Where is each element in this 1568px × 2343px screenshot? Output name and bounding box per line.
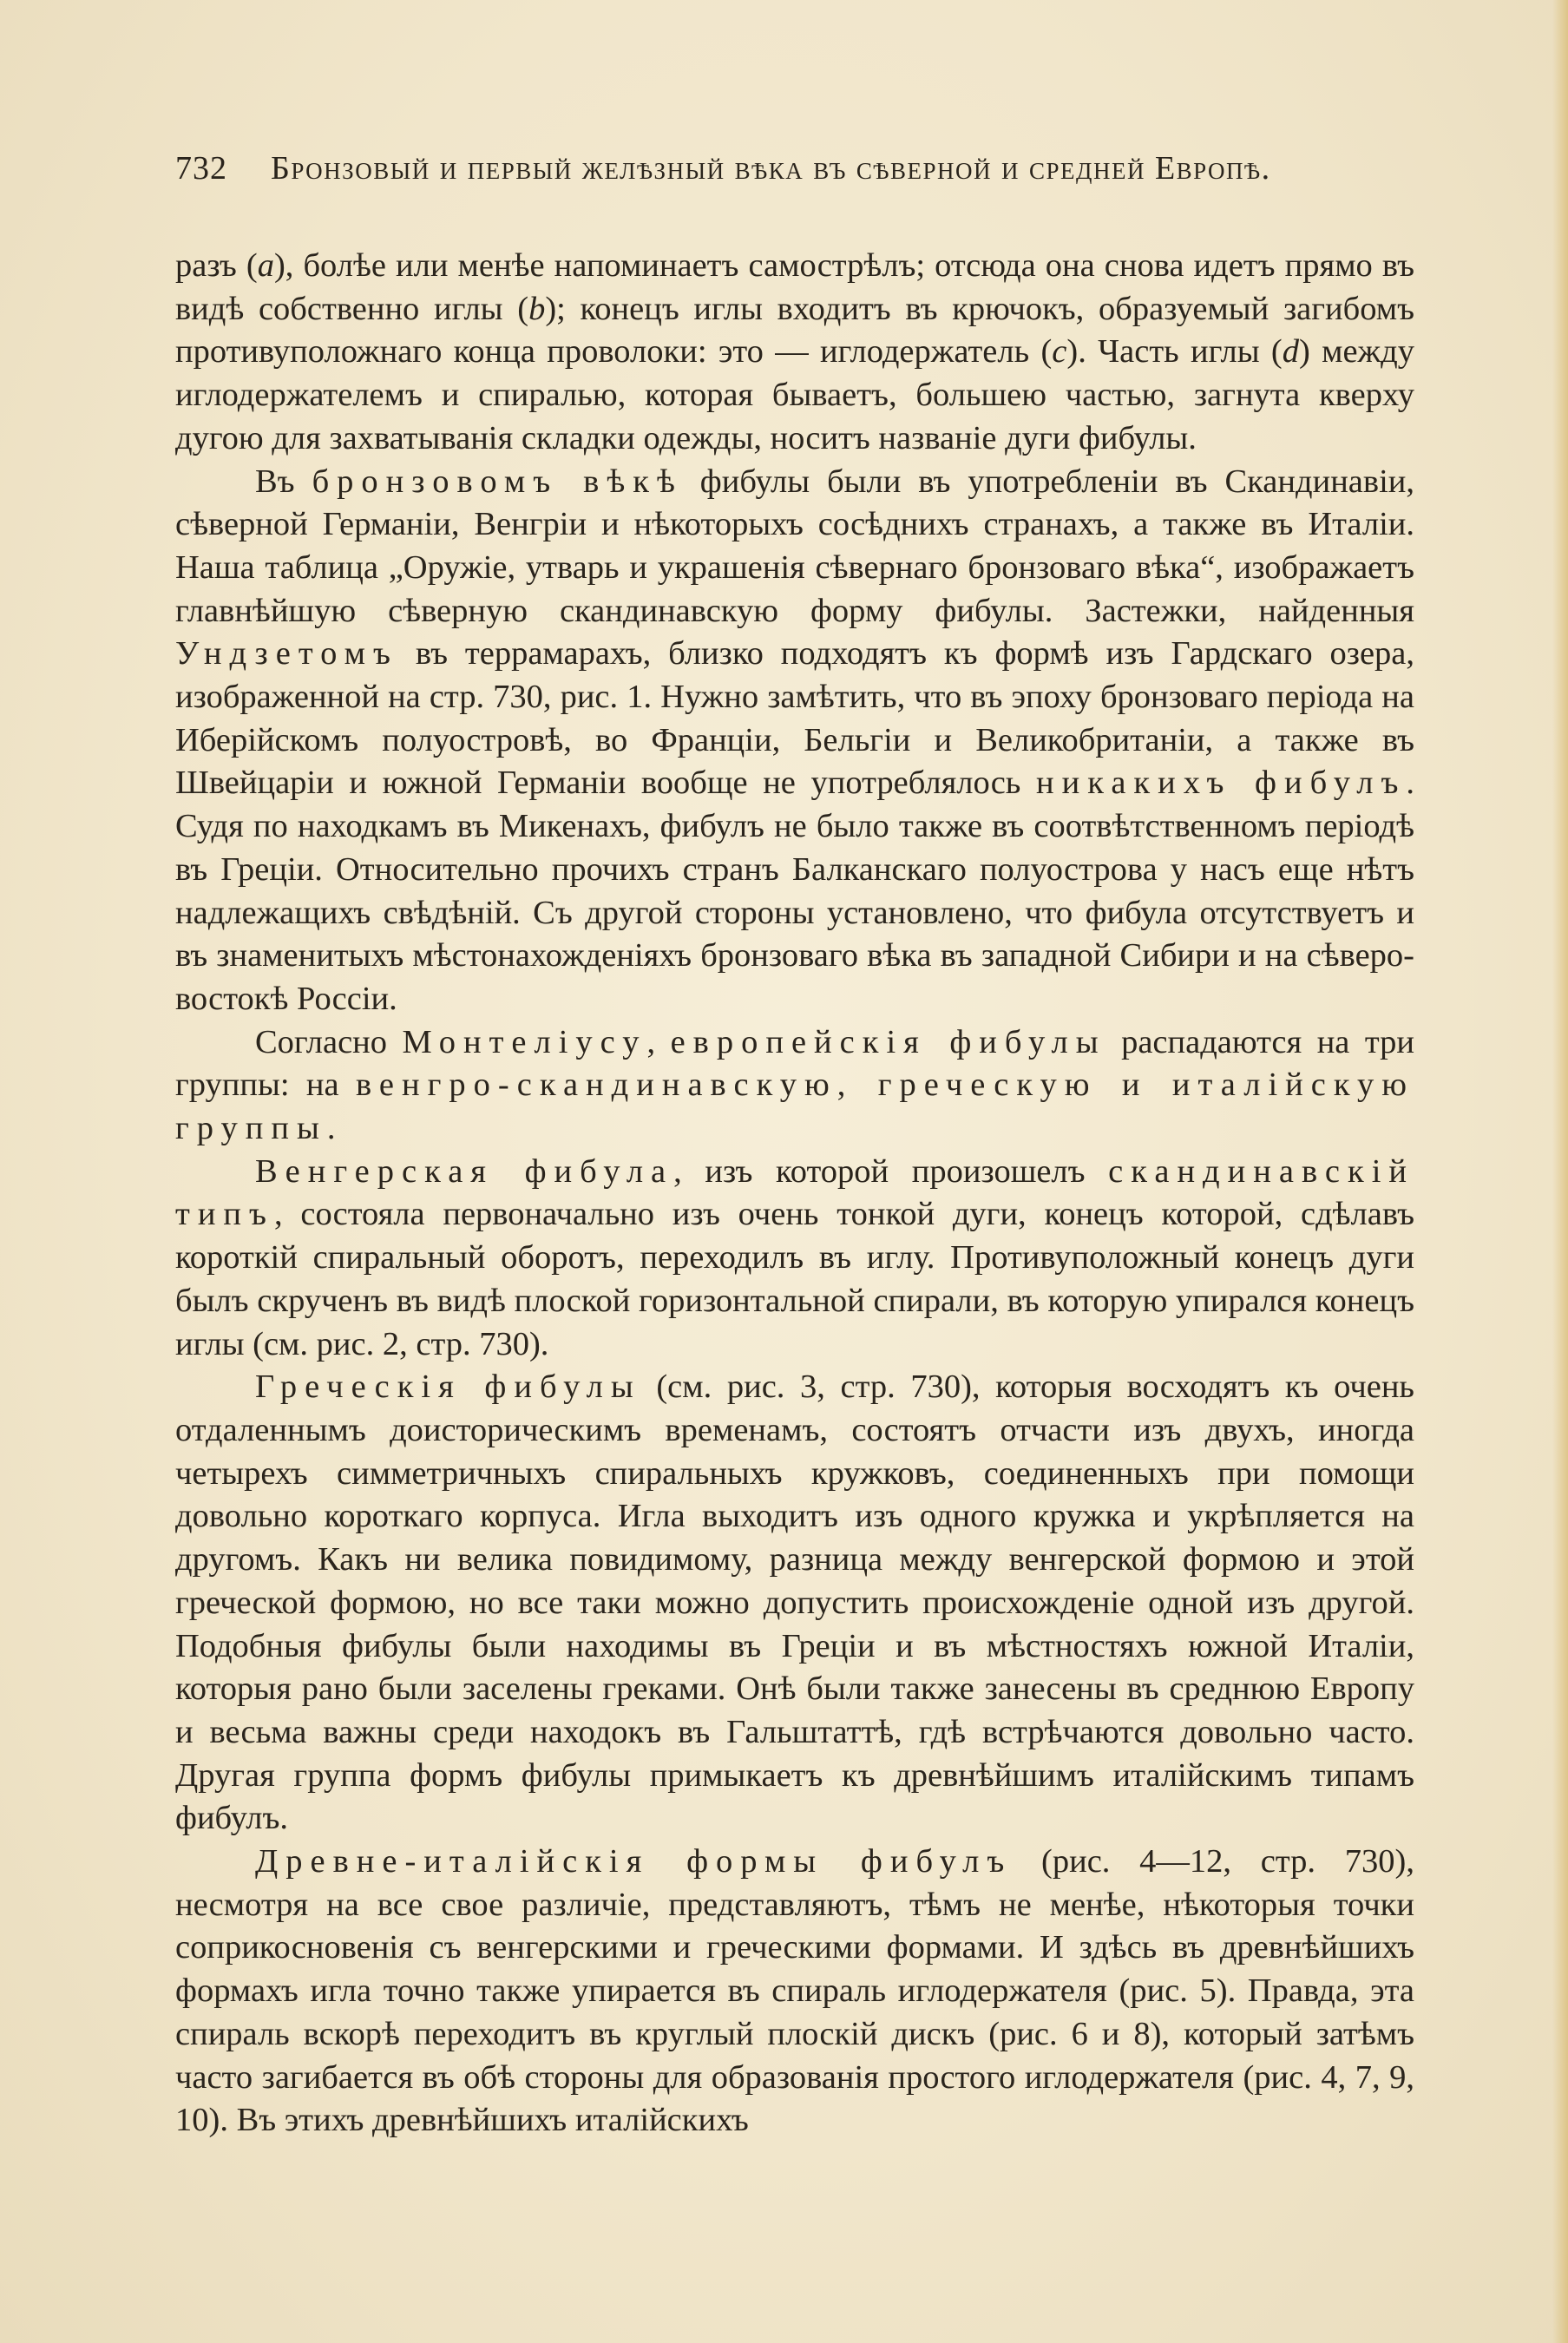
running-header bbox=[175, 149, 1355, 187]
paragraph bbox=[175, 245, 1414, 461]
text-run: (рис. 4—12, стр. 730), несмотря на все свое различіе, представляютъ, тѣмъ не менѣе, нѣкоторыя точки соприкосновенія съ венгерскими и греческими формами. И здѣсь въ древнѣйшихъ формахъ игла точно также упирается въ спираль иглодержателя (рис. 5). Правда, эта спираль вскорѣ переходитъ въ круглый плоскій дискъ (рис. 6 и 8), который затѣмъ часто загибается въ обѣ стороны для образованія простого иглодержателя (рис. 4, 7, 9, 10). Въ этихъ древнѣйшихъ италійскихъ bbox=[175, 1843, 1414, 2139]
spaced-emphasis: Монтеліусу bbox=[402, 1023, 647, 1060]
italic-letter: d bbox=[1282, 333, 1299, 371]
text-run: , изъ которой произошелъ bbox=[673, 1152, 1109, 1190]
text-run: ). Часть иглы ( bbox=[1066, 333, 1283, 371]
text-run: распадаются на три группы: на bbox=[175, 1023, 1414, 1104]
spaced-emphasis: Греческія фибулы bbox=[255, 1368, 641, 1406]
spaced-emphasis: Древне-италійскія формы фибулъ bbox=[255, 1843, 1013, 1880]
spaced-emphasis: скандинавскій типъ bbox=[175, 1152, 1414, 1233]
spaced-emphasis: венгро-скандинавскую, греческую и италійскую группы bbox=[175, 1066, 1415, 1147]
spaced-emphasis: никакихъ фибулъ bbox=[1035, 765, 1407, 802]
spaced-emphasis: европейскія фибулы bbox=[670, 1023, 1106, 1060]
body-text bbox=[175, 245, 1414, 2143]
italic-letter: c bbox=[1052, 333, 1067, 371]
page-number: 732 bbox=[175, 150, 227, 187]
italic-letter: b bbox=[528, 290, 546, 327]
text-run: ); конецъ иглы входитъ въ крючокъ, образуемый загибомъ противуположнаго конца проволоки: это — иглодержатель ( bbox=[175, 290, 1415, 371]
text-run: . Судя по находкамъ въ Микенахъ, фибулъ не было также въ соотвѣтственномъ періодѣ въ Греціи. Относительно прочихъ странъ Балканскаго полуострова у насъ еще нѣтъ надлежащихъ свѣдѣній. Съ другой стороны установлено, что фибула отсутствуетъ и въ знаменитыхъ мѣстонахожденіяхъ бронзоваго вѣка въ западной Сибири и на сѣверо-востокѣ Россіи. bbox=[175, 765, 1414, 1017]
text-run: (см. рис. 3, стр. 730), которыя восходятъ къ очень отдаленнымъ доисторическимъ временамъ, состоятъ отчасти изъ двухъ, иногда четырехъ симметричныхъ спиральныхъ кружковъ, соединенныхъ при помощи довольно короткаго корпуса. Игла выходитъ изъ одного кружка и укрѣпляется на другомъ. Какъ ни велика повидимому, разница между венгерской формою и этой греческой формою, но все таки можно допустить происхожденіе одной изъ другой. Подобныя фибулы были находимы въ Греціи и въ мѣстностяхъ южной Италіи, которыя рано были заселены греками. Онѣ были также занесены въ среднюю Европу и весьма важны среди находокъ въ Гальштаттѣ, гдѣ встрѣчаются довольно часто. Другая группа формъ фибулы примыкаетъ къ древнѣйшимъ италійскимъ типамъ фибулъ. bbox=[175, 1368, 1414, 1837]
running-title: Бронзовый и первый желѣзный вѣка въ сѣверной и средней Европѣ. bbox=[271, 150, 1271, 187]
text-run: Въ bbox=[255, 463, 312, 500]
text-run: , состояла первоначально изъ очень тонкой дуги, конецъ которой, сдѣлавъ короткій спиральный оборотъ, переходилъ въ иглу. Противуположный конецъ дуги былъ скрученъ въ видѣ плоской горизонтальной спирали, въ которую упирался конецъ иглы (см. рис. 2, стр. 730). bbox=[175, 1196, 1414, 1362]
text-run: фибулы были въ употребленіи въ Скандинавіи, сѣверной Германіи, Венгріи и нѣкоторыхъ сосѣднихъ странахъ, а также въ Италіи. Наша таблица „Оружіе, утварь и украшенія сѣвернаго бронзоваго вѣка“, изображаетъ главнѣйшую сѣверную скандинавскую форму фибулы. Застежки, найденныя bbox=[175, 463, 1414, 629]
spaced-emphasis: Ундзетомъ bbox=[175, 635, 398, 673]
italic-letter: a bbox=[257, 247, 274, 284]
text-run: разъ ( bbox=[175, 247, 258, 284]
paragraph bbox=[175, 1151, 1414, 1367]
text-run: ) между иглодержателемъ и спиралью, которая бываетъ, большею частью, загнута кверху дугою для захватыванія складки одежды, носитъ названіе дуги фибулы. bbox=[175, 333, 1414, 456]
paragraph bbox=[175, 1841, 1414, 2143]
spaced-emphasis: бронзовомъ вѣкѣ bbox=[312, 463, 683, 500]
text-run: ), болѣе или менѣе напоминаетъ самострѣлъ; отсюда она снова идетъ прямо въ видѣ собственно иглы ( bbox=[175, 247, 1414, 327]
paragraph bbox=[175, 1366, 1414, 1841]
paragraph bbox=[175, 461, 1414, 1021]
text-run: . bbox=[326, 1110, 336, 1147]
text-run: Согласно bbox=[255, 1023, 403, 1060]
text-run: въ террамарахъ, близко подходятъ къ формѣ изъ Гардскаго озера, изображенной на стр. 730, рис. 1. Нужно замѣтить, что въ эпоху бронзоваго періода на Иберійскомъ полуостровѣ, во Франціи, Бельгіи и Великобританіи, а также въ Швейцаріи и южной Германіи вообще не употреблялось bbox=[175, 635, 1414, 802]
page-edge-shadow bbox=[1552, 0, 1568, 2343]
paragraph bbox=[175, 1021, 1414, 1151]
text-run: , bbox=[646, 1023, 671, 1060]
spaced-emphasis: Венгерская фибула bbox=[255, 1152, 674, 1190]
